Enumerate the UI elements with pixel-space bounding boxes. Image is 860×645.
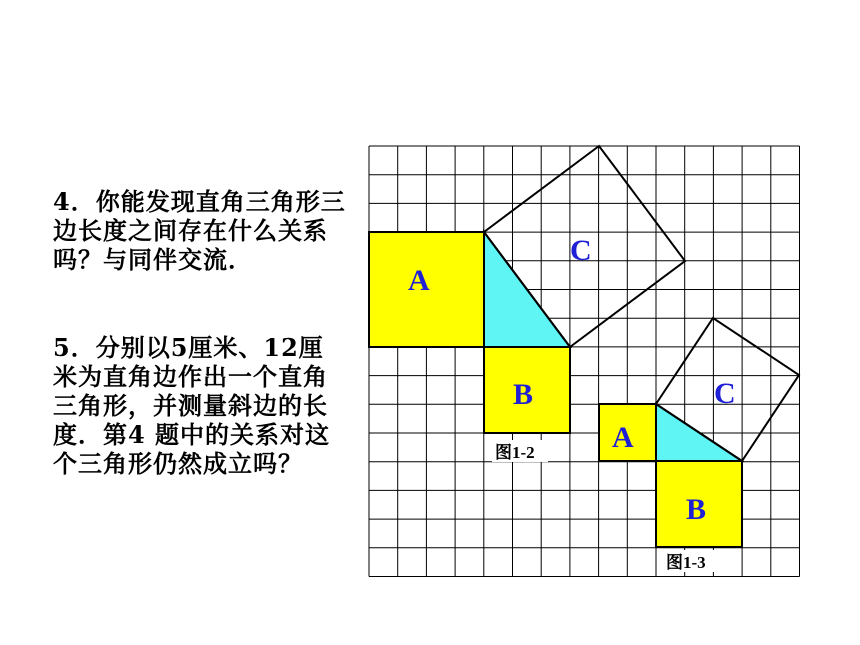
label-c-fig-1-3: C xyxy=(714,377,736,410)
caption-fig-1-2: 图1-2 xyxy=(495,443,535,462)
figure-1-3 xyxy=(599,318,799,572)
question-5-text: 5．分别以5厘米、12厘米为直角边作出一个直角三角形，并测量斜边的长度．第4 题中的关系对这个三角形仍然成立吗？ xyxy=(53,333,331,478)
question-4-text: 4．你能发现直角三角形三边长度之间存在什么关系吗？与同伴交流． xyxy=(53,187,346,274)
label-c-fig-1-2: C xyxy=(570,234,592,267)
label-a-fig-1-3: A xyxy=(612,421,634,454)
label-b-fig-1-2: B xyxy=(513,378,534,411)
label-a-fig-1-2: A xyxy=(408,264,430,297)
label-b-fig-1-3: B xyxy=(686,493,707,526)
caption-fig-1-3: 图1-3 xyxy=(666,553,706,572)
